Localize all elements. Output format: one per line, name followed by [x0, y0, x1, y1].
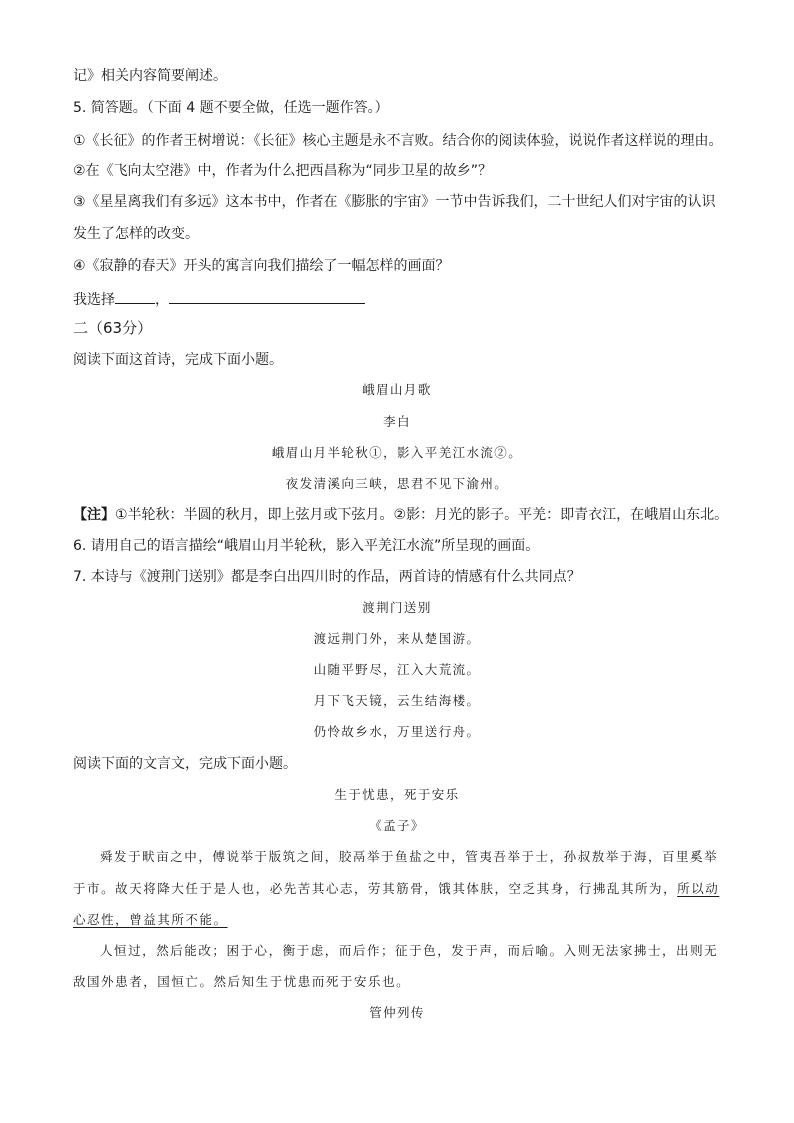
poem1-line-1: 峨眉山月半轮秋①，影入平羌江水流②。 [271, 445, 523, 460]
q5-choice-comma: ， [155, 292, 169, 308]
q5-stem: 5. 简答题。（下面 4 题不要全做，任选一题作答。） [73, 100, 389, 116]
question-6: 6. 请用自己的语言描绘“峨眉山月半轮秋，影入平羌江水流”所呈现的画面。 [73, 538, 540, 554]
q5-option-2: ②在《飞向太空港》中，作者为什么把西昌称为“同步卫星的故乡”？ [73, 163, 493, 179]
poem1-author: 李白 [383, 414, 411, 429]
q5-option-3-line1: ③《星星离我们有多远》这本书中，作者在《膨胀的宇宙》一节中告诉我们，二十世纪人们对宇宙的认识 [73, 194, 716, 210]
classical-paragraph-1-line-3: 心忍性，曾益其所不能。 [73, 912, 228, 927]
p1-plain-text: 于市。故天将降大任于是人也，必先苦其心志，劳其筋骨，饿其体肤，空乏其身，行拂乱其所为， [73, 881, 678, 896]
q5-option-1: ①《长征》的作者王树增说：《长征》核心主题是永不言败。结合你的阅读体验，说说作者这样说的理由。 [73, 133, 723, 149]
q5-answer-blank[interactable] [169, 288, 365, 304]
classical-source: 《孟子》 [369, 818, 425, 833]
poem2-title: 渡荆门送别 [362, 600, 432, 615]
q5-option-4: ④《寂静的春天》开头的寓言向我们描绘了一幅怎样的画面？ [73, 258, 450, 274]
q5-option-3-line2: 发生了怎样的改变。 [73, 226, 199, 242]
q4-tail-text: 记》相关内容简要阐述。 [73, 68, 227, 84]
classical-title: 生于忧患，死于安乐 [334, 787, 460, 802]
classical-paragraph-1-line-1: 舜发于畎亩之中，傅说举于版筑之间，胶鬲举于鱼盐之中，管夷吾举于士，孙叔敖举于海，百里奚举 [100, 849, 719, 864]
classical-paragraph-1-line-2 [73, 879, 719, 899]
poem2-line-3: 月下飞天镜，云生结海楼。 [313, 693, 481, 708]
poem2-line-1: 渡远荆门外，来从楚国游。 [313, 631, 481, 646]
q5-choose-label: 我选择 [73, 292, 115, 308]
section-2-heading: 二（63分） [73, 319, 153, 337]
poem1-title: 峨眉山月歌 [362, 382, 432, 397]
section-2-intro: 阅读下面这首诗，完成下面小题。 [73, 352, 283, 368]
poem1-line-2: 夜发清溪向三峡，思君不见下渝州。 [285, 476, 509, 491]
classical-intro: 阅读下面的文言文，完成下面小题。 [73, 756, 297, 772]
q5-choice-row [73, 288, 365, 310]
classical-paragraph-2-line-1: 人恒过，然后能改；困于心，衡于虑，而后作；征于色，发于声，而后喻。入则无法家拂士，出则无 [100, 943, 719, 958]
poem2-line-4: 仍怜故乡水，万里送行舟。 [313, 724, 481, 739]
next-passage-title: 管仲列传 [369, 1005, 425, 1020]
poem2-line-2: 山随平野尽，江入大荒流。 [313, 662, 481, 677]
poem1-note [73, 505, 728, 525]
note-label: 【注】 [73, 507, 115, 523]
classical-paragraph-2-line-2: 敌国外患者，国恒亡。然后知生于忧患而死于安乐也。 [73, 974, 411, 989]
q5-choice-blank[interactable] [115, 288, 155, 304]
question-7: 7. 本诗与《渡荆门送别》都是李白出四川时的作品，两首诗的情感有什么共同点？ [73, 569, 581, 585]
p1-underlined-text-1: 所以动 [677, 881, 720, 896]
note-text: ①半轮秋：半圆的秋月，即上弦月或下弦月。②影：月光的影子。平羌：即青衣江，在峨眉山东北。 [115, 507, 729, 523]
